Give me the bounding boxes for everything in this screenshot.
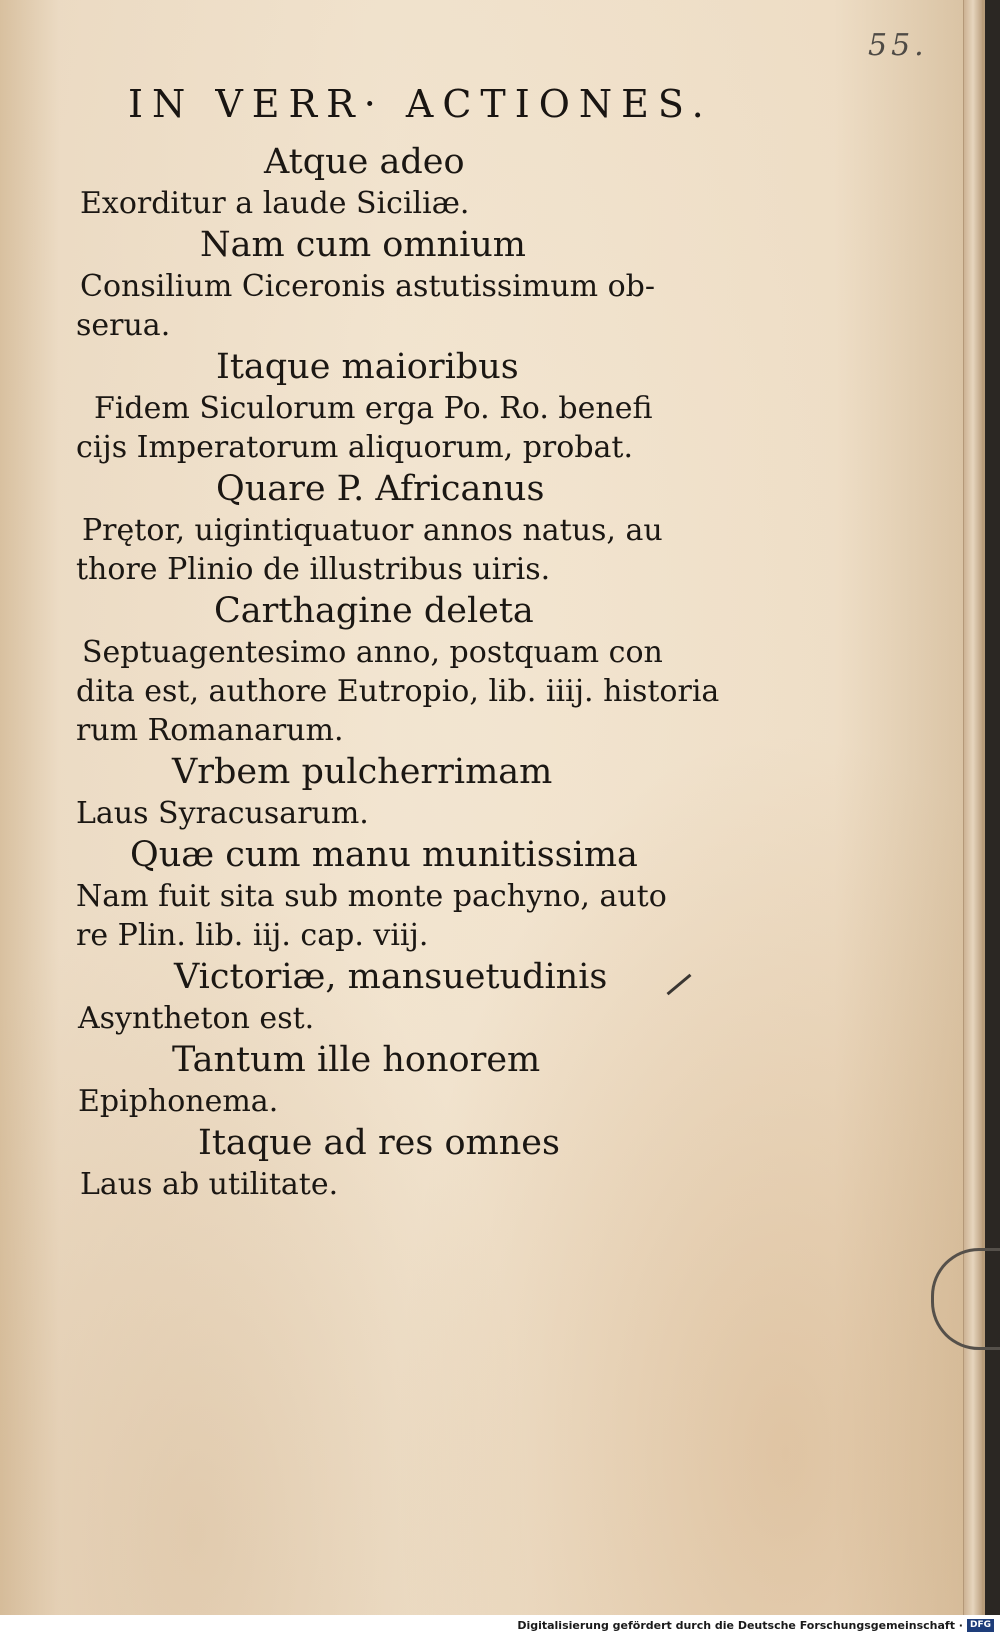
note-line: re Plin. lib. iij. cap. viij. [76, 918, 429, 953]
lemma: Tantum ille honorem [172, 1040, 541, 1080]
lemma: Quare P. Africanus [216, 469, 545, 509]
folio-number: 55. [868, 28, 928, 63]
note-line: Fidem Siculorum erga Po. Ro. benefi [94, 391, 653, 426]
commentary-text [76, 140, 720, 1204]
running-head: IN VERR· ACTIONES. [128, 82, 713, 126]
page-edge [963, 0, 982, 1615]
digitization-credit [517, 1619, 994, 1632]
lemma: Nam cum omnium [200, 225, 526, 265]
note-line: Consilium Ciceronis astutissimum ob- [80, 269, 656, 304]
note-line: Laus Syracusarum. [76, 796, 369, 831]
note-line: Septuagentesimo anno, postquam con [82, 635, 663, 670]
lemma: Itaque maioribus [216, 347, 519, 387]
note-line: Exorditur a laude Siciliæ. [80, 186, 470, 221]
note-line: Epiphonema. [78, 1084, 279, 1119]
note-line: serua. [76, 308, 171, 343]
note-line: Prętor, uigintiquatuor annos natus, au [82, 513, 663, 548]
lemma: Atque adeo [264, 142, 465, 182]
lemma: Victoriæ, mansuetudinis [174, 957, 608, 997]
credit-text: Digitalisierung gefördert durch die Deutsche Forschungsgemeinschaft · [517, 1619, 963, 1632]
note-line: rum Romanarum. [76, 713, 344, 748]
note-line: Laus ab utilitate. [80, 1167, 339, 1202]
note-line: Nam fuit sita sub monte pachyno, auto [76, 879, 667, 914]
lemma: Carthagine deleta [214, 591, 534, 631]
lemma: Vrbem pulcherrimam [172, 752, 553, 792]
note-line: thore Plinio de illustribus uiris. [76, 552, 551, 587]
note-line: Asyntheton est. [78, 1001, 315, 1036]
dfg-logo-icon: DFG [967, 1619, 994, 1632]
note-line: cijs Imperatorum aliquorum, probat. [76, 430, 634, 465]
lemma: Quæ cum manu munitissima [130, 835, 638, 875]
note-line: dita est, authore Eutropio, lib. iiij. historia [76, 674, 720, 709]
lemma: Itaque ad res omnes [198, 1123, 560, 1163]
